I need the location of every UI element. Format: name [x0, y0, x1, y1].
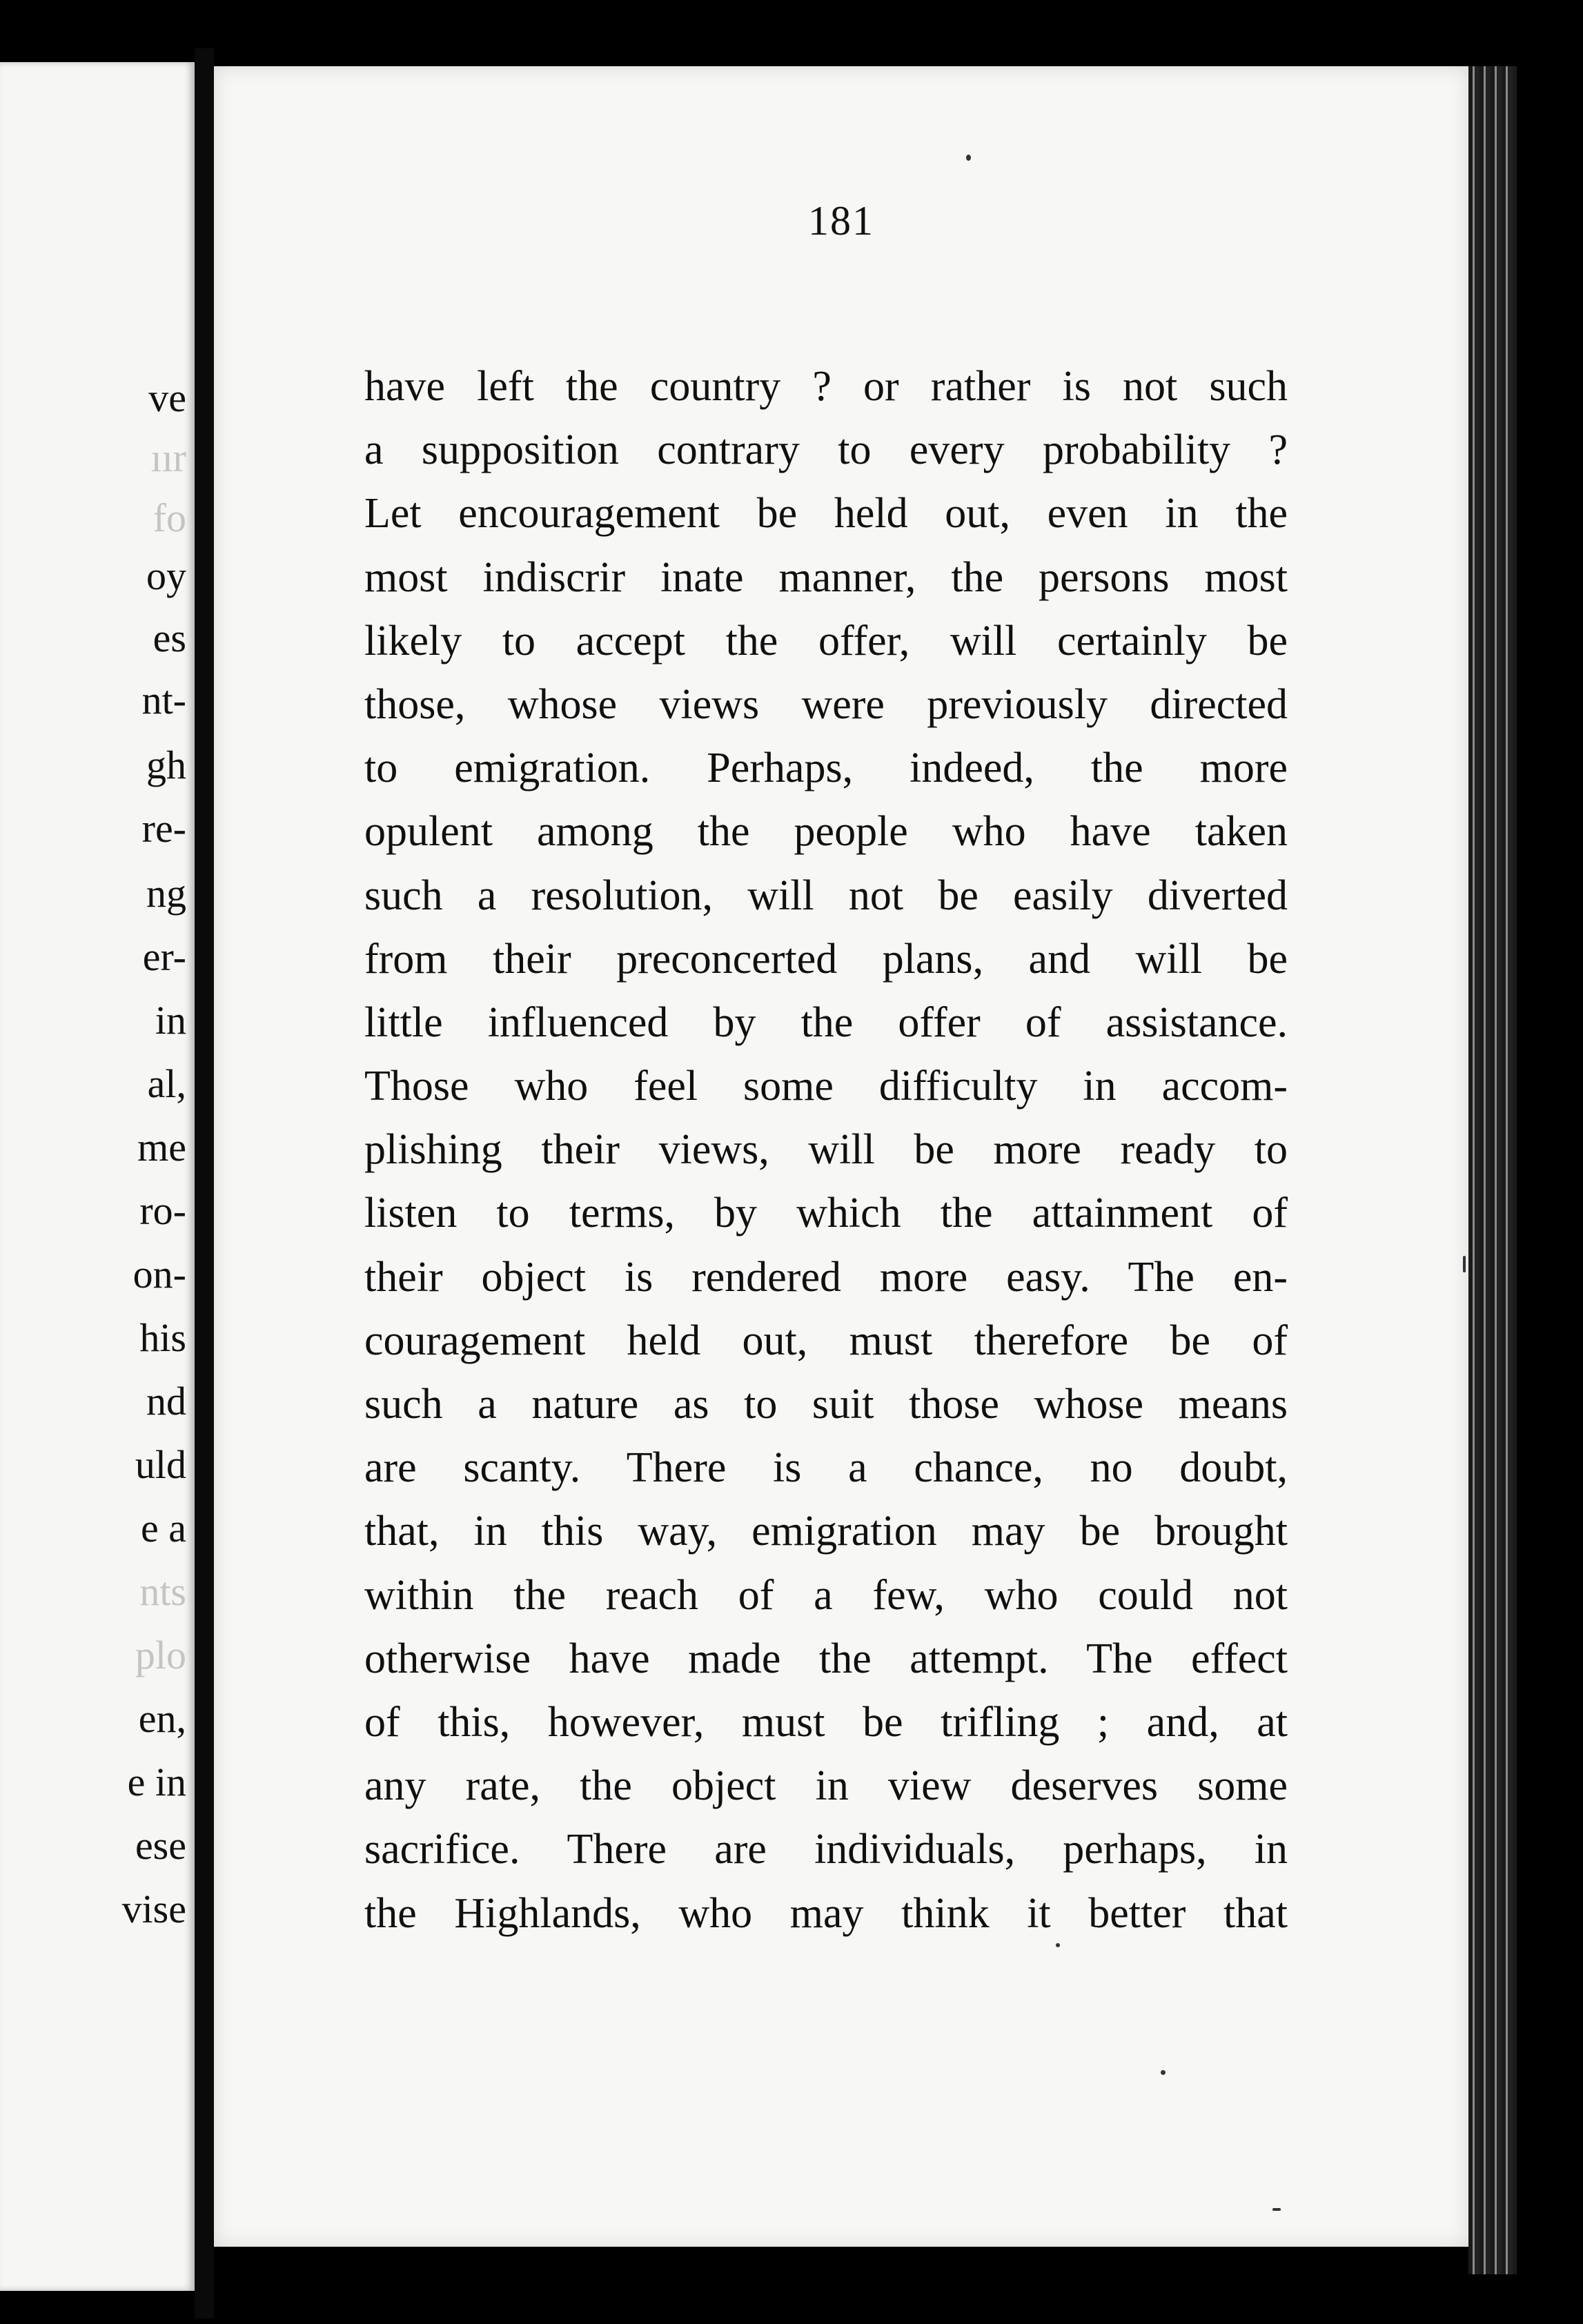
text-line: sacrifice. There are individuals, perhaps, in: [364, 1826, 1288, 1873]
text-line: to emigration. Perhaps, indeed, the more: [364, 745, 1288, 792]
text-line: any rate, the object in view deserves some: [364, 1762, 1288, 1810]
left-fragment: er-: [142, 934, 186, 979]
left-fragment: oy: [146, 553, 186, 598]
left-fragment: ro-: [139, 1188, 186, 1233]
text-line: little influenced by the offer of assistance.: [364, 998, 1288, 1046]
book-gutter: [195, 48, 214, 2318]
page-body-text: [364, 355, 1288, 1945]
left-fragment: uld: [135, 1442, 186, 1487]
text-line: plishing their views, will be more ready to: [364, 1126, 1288, 1174]
text-line: opulent among the people who have taken: [364, 808, 1288, 856]
text-line: are scanty. There is a chance, no doubt,: [364, 1444, 1288, 1492]
left-fragment: vise: [121, 1887, 186, 1931]
text-line: their object is rendered more easy. The en-: [364, 1253, 1288, 1301]
text-line: within the reach of a few, who could not: [364, 1571, 1288, 1619]
scan-speck: [1056, 1943, 1060, 1947]
page-number: 181: [808, 198, 874, 244]
text-line: those, whose views were previously directed: [364, 680, 1288, 728]
text-line: from their preconcerted plans, and will be: [364, 935, 1288, 983]
left-fragment: plo: [135, 1633, 186, 1677]
left-fragment: in: [155, 998, 186, 1043]
text-line: such a nature as to suit those whose means: [364, 1381, 1288, 1428]
page-edges: [1468, 66, 1517, 2274]
left-fragment: on-: [132, 1252, 186, 1297]
text-line: that, in this way, emigration may be brought: [364, 1508, 1288, 1555]
scan-speck: [966, 155, 971, 161]
left-fragment: fo: [153, 495, 186, 540]
text-line: couragement held out, must therefore be of: [364, 1317, 1288, 1364]
scan-speck: [1463, 1256, 1466, 1272]
text-line: of this, however, must be trifling ; and, at: [364, 1698, 1288, 1746]
left-fragment: al,: [147, 1061, 186, 1106]
left-fragment: re-: [141, 806, 186, 851]
left-fragment: en,: [138, 1696, 186, 1741]
scan-speck: [1161, 2070, 1166, 2075]
left-fragment: ıır: [150, 435, 186, 480]
text-line: likely to accept the offer, will certainly be: [364, 617, 1288, 664]
left-fragment: me: [137, 1125, 186, 1170]
text-line: otherwise have made the attempt. The effect: [364, 1635, 1288, 1682]
left-fragment: ng: [146, 871, 186, 916]
text-line: a supposition contrary to every probability ?: [364, 426, 1288, 474]
facing-page: [0, 62, 195, 2291]
book-page: [214, 66, 1468, 2247]
scan-speck: [1272, 2208, 1281, 2211]
text-line: listen to terms, by which the attainment of: [364, 1190, 1288, 1237]
left-fragment: ve: [148, 375, 186, 420]
text-line: most indiscrir inate manner, the persons most: [364, 553, 1288, 601]
left-fragment: e in: [127, 1760, 186, 1804]
left-fragment: es: [153, 616, 186, 660]
left-fragment: nts: [139, 1569, 186, 1614]
text-line: Those who feel some difficulty in accom-: [364, 1063, 1288, 1110]
text-line: the Highlands, who may think it better that: [364, 1889, 1288, 1937]
text-line: have left the country ? or rather is not such: [364, 363, 1288, 410]
left-fragment: nd: [146, 1379, 186, 1424]
left-fragment: nt-: [141, 678, 186, 722]
text-line: such a resolution, will not be easily diverted: [364, 872, 1288, 919]
left-fragment: ese: [135, 1823, 186, 1868]
left-fragment: gh: [146, 742, 186, 787]
left-fragment: e a: [141, 1506, 186, 1550]
text-line: Let encouragement be held out, even in the: [364, 490, 1288, 538]
left-fragment: his: [139, 1315, 186, 1360]
